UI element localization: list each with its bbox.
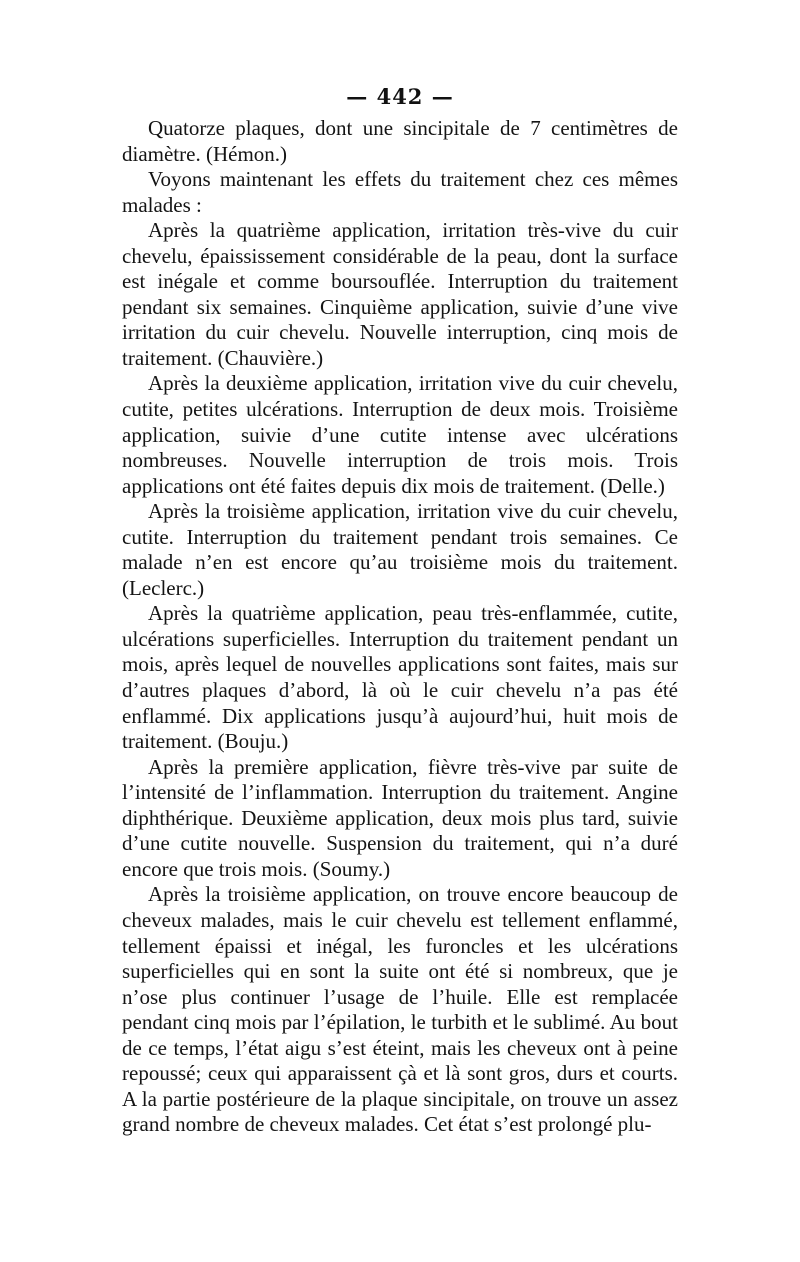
- body-text: [122, 116, 678, 1138]
- page-number: — 442 —: [346, 84, 454, 109]
- paragraph-final: Après la troisième application, on trouve encore beaucoup de cheveux malades, mais le cuir chevelu est tellement enflammé, tellement épaissi et inégal, les furoncles et les ulcérations superficielles qui en sont la suite ont été si nombreux, que je n’ose plus continuer l’usage de l’huile. Elle est remplacée pendant cinq mois par l’épilation, le turbith et le sublimé. Au bout de ce temps, l’état aigu s’est éteint, mais les cheveux ont à peine repoussé; ceux qui apparaissent çà et là sont gros, durs et courts. A la partie postérieure de la plaque sincipitale, on trouve un assez grand nombre de cheveux malades. Cet état s’est prolongé plu-: [122, 882, 678, 1137]
- paragraph-hemon: Quatorze plaques, dont une sincipitale de 7 centimètres de diamètre. (Hémon.): [122, 116, 678, 166]
- paragraph-soumy: Après la première application, fièvre très-vive par suite de l’intensité de l’inflammation. Interruption du traitement. Angine diphthérique. Deuxième application, deux mois plus tard, suivie d’une cutite nouvelle. Suspension du traitement, qui n’a duré encore que trois mois. (Soumy.): [122, 754, 678, 881]
- paragraph-bouju: Après la quatrième application, peau très-enflammée, cutite, ulcérations superficielles. Interruption du traitement pendant un mois, après lequel de nouvelles applications sont faites, mais sur d’autres plaques d’abord, là où le cuir chevelu n’a pas été enflammé. Dix applications jusqu’à aujourd’hui, huit mois de traitement. (Bouju.): [122, 601, 678, 754]
- paragraph-intro: Voyons maintenant les effets du traitement chez ces mêmes malades :: [122, 167, 678, 217]
- paragraph-chauviere: Après la quatrième application, irritation très-vive du cuir chevelu, épaississement considérable de la peau, dont la surface est inégale et comme boursouflée. Interruption du traitement pendant six semaines. Cinquième application, suivie d’une vive irritation du cuir chevelu. Nouvelle interruption, cinq mois de traitement. (Chauvière.): [122, 218, 678, 370]
- paragraph-delle: Après la deuxième application, irritation vive du cuir chevelu, cutite, petites ulcérations. Interruption de deux mois. Troisième application, suivie d’une cutite intense avec ulcérations nombreuses. Nouvelle interruption de trois mois. Trois applications ont été faites depuis dix mois de traitement. (Delle.): [122, 371, 678, 498]
- paragraph-leclerc: Après la troisième application, irritation vive du cuir chevelu, cutite. Interruption du traitement pendant trois semaines. Ce malade n’en est encore qu’au troisième mois du traitement. (Leclerc.): [122, 499, 678, 600]
